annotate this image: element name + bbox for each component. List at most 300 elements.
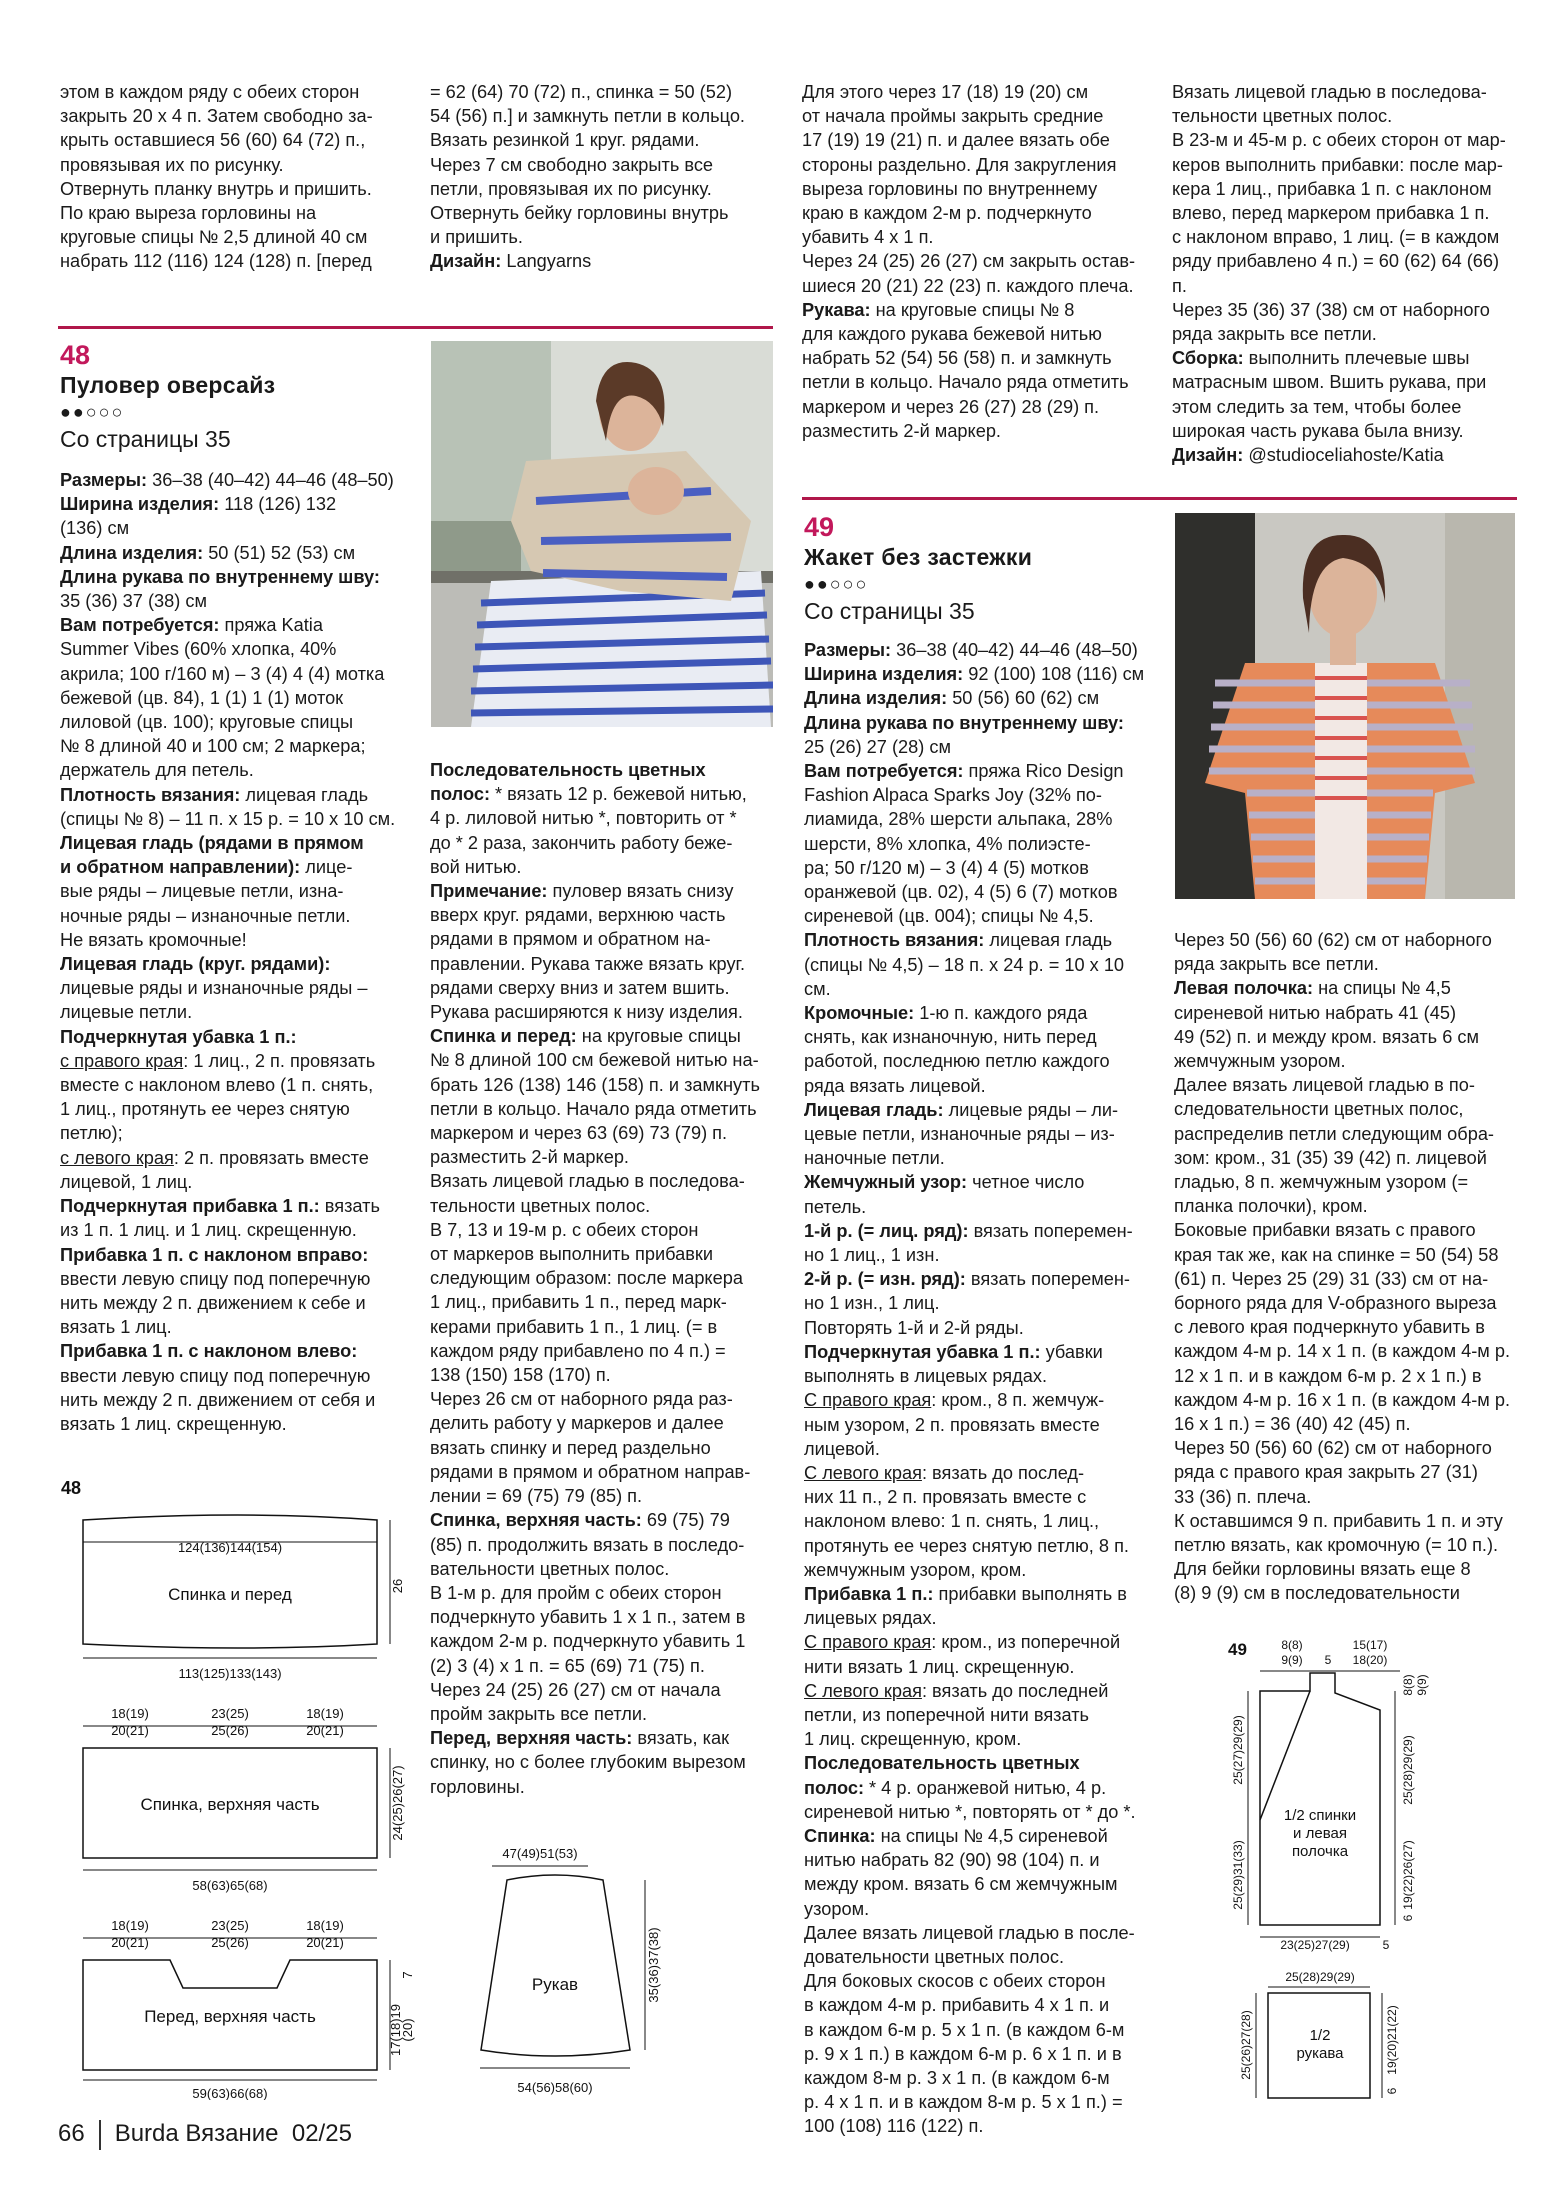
- text-line: акрила; 100 г/160 м) – 3 (4) 4 (4) мотка: [60, 663, 385, 684]
- text-line: С левого края: вязать до послед-: [804, 1462, 1085, 1483]
- text-line: вой нитью.: [430, 856, 522, 877]
- text-line: с наклоном вправо, 1 лиц. (= в каждом: [1172, 227, 1500, 248]
- schema-49: [1220, 1635, 1460, 2105]
- text-line: Лицевая гладь (рядами в прямом: [60, 833, 364, 854]
- text-line: 138 (150) 158 (170) п.: [430, 1365, 611, 1386]
- text-line: керами прибавить 1 п., 1 лиц. (= в: [430, 1316, 718, 1337]
- schema-49-top-mid: 5: [1324, 1653, 1332, 1667]
- text-line: шиеся 20 (21) 22 (23) п. каждого плеча.: [802, 275, 1134, 296]
- text-line: петлю);: [60, 1123, 123, 1144]
- pattern-49-number: 49: [804, 512, 835, 542]
- text-line: Через 50 (56) 60 (62) см от наборного: [1174, 930, 1492, 950]
- text-line: вательности цветных полос.: [430, 1558, 670, 1579]
- text-line: Повторять 1-й и 2-й ряды.: [804, 1317, 1024, 1338]
- schema-48-back-1a: 18(19): [111, 1706, 149, 1721]
- pattern-48-instructions-col2: [430, 758, 775, 1799]
- text-line: (136) см: [60, 518, 130, 539]
- pattern-48-header: [60, 340, 400, 454]
- text-line: лиловой (цв. 100); круговые спицы: [60, 712, 354, 733]
- text-line: лиамида, 28% шерсти альпака, 28%: [804, 809, 1113, 830]
- text-line: вместе с наклоном влево (1 п. снять,: [60, 1075, 374, 1096]
- pattern-48-number: 48: [60, 340, 91, 370]
- schema-49-bottom: 23(25)27(29): [1280, 1938, 1350, 1952]
- text-line: Ширина изделия: 92 (100) 108 (116) см: [804, 664, 1145, 685]
- text-line: шерсти, 8% хлопка, 4% полиэсте-: [804, 833, 1091, 854]
- text-line: Через 7 см свободно закрыть все: [430, 154, 714, 175]
- col1-top-text: [60, 80, 395, 274]
- schema-49-body-c: полочка: [1291, 1843, 1349, 1860]
- text-line: Отвернуть бейку горловины внутрь: [430, 203, 729, 224]
- text-line: держатель для петель.: [60, 760, 254, 781]
- sleeves-label: Рукава:: [802, 299, 871, 320]
- text-line: каждом 4-м р. 16 х 1 п. (в каждом 4-м р.: [1174, 1389, 1511, 1410]
- text-line: Через 24 (25) 26 (27) см закрыть остав-: [802, 251, 1136, 272]
- schema-49-top-left-a: 8(8): [1281, 1638, 1303, 1652]
- text-line: круговые спицы № 2,5 длиной 40 см: [60, 227, 368, 248]
- schema-48-back-2b: 25(26): [211, 1723, 249, 1738]
- text-line: петли, из поперечной нити вязать: [804, 1704, 1090, 1725]
- pattern-49-instructions: [804, 638, 1149, 2139]
- pattern-49-header: [804, 512, 1144, 626]
- schema-49-side-right-low: 19(22)26(27): [1401, 1840, 1415, 1910]
- col4-top-text: Вязать лицевой гладью в последова- тельности цветных полос. В 23-м и 45-м р. с обеих сторон от мар- керов выполнить прибавки: после мар- кера 1 лиц., прибавка 1 п. с наклоном влево, перед маркером прибавка 1 п. с наклоном вправо, 1 лиц. (= в каждом ряду прибавлено 4 п.) = 60 (62) 64 (66) п. Через 35 (36) 37 (38) см от наборного ряда закрыть все петли. Сборка: выполнить плечевые швы матрасным швом. Вшить рукава, при этом следить за тем, чтобы более широкая часть рукава была внизу. Дизайн: @studioceliahoste/Katia: [1172, 80, 1517, 467]
- text-line: провязывая их по рисунку.: [60, 154, 284, 175]
- text-line: Вам потребуется: пряжа Rico Design: [804, 761, 1124, 782]
- schema-48-front-2b: 25(26): [211, 1935, 249, 1950]
- text-line: Спинка, верхняя часть: 69 (75) 79: [430, 1510, 730, 1531]
- schema-49-sleeve-right-b: 6: [1385, 2087, 1399, 2095]
- difficulty-dots-49: ●●○○○: [804, 574, 869, 594]
- schema-48-front-2a: 23(25): [211, 1918, 249, 1933]
- text-line: от маркеров выполнить прибавки: [430, 1244, 714, 1265]
- text-line: вверх круг. рядами, верхнюю часть: [430, 905, 726, 926]
- text-line: брать 126 (138) 146 (158) п. и замкнуть: [430, 1074, 760, 1095]
- page-number: 66: [58, 2120, 85, 2147]
- text-line: снять, как изнаночную, нить перед: [804, 1027, 1097, 1048]
- design-label-2: Дизайн:: [1172, 445, 1244, 466]
- text-line: бежевой (цв. 84), 1 (1) 1 (1) моток: [60, 687, 344, 708]
- text-line: (2) 3 (4) х 1 п. = 65 (69) 71 (75) п.: [430, 1655, 705, 1676]
- footer-separator: [99, 2120, 101, 2150]
- text-line: В 23-м и 45-м р. с обеих сторон от мар-: [1172, 130, 1506, 151]
- text-line: Для этого через 17 (18) 19 (20) см: [802, 82, 1089, 102]
- text-line: ным узором, 2 п. провязать вместе: [804, 1414, 1100, 1435]
- text-line: лицевые ряды и изнаночные ряды –: [60, 978, 368, 999]
- text-line: № 8 длиной 100 см бежевой нитью на-: [430, 1050, 759, 1071]
- text-line: лицевой, 1 лиц.: [60, 1171, 193, 1192]
- text-line: Вязать резинкой 1 круг. рядами.: [430, 130, 700, 151]
- divider-48: [58, 326, 773, 329]
- text-line: полос: * 4 р. оранжевой нитью, 4 р.: [804, 1777, 1107, 1798]
- text-line: вязать 1 лиц.: [60, 1317, 172, 1338]
- schema-48-back-bottom: 58(63)65(68): [192, 1878, 268, 1893]
- text-line: рядами в прямом и обратном направ-: [430, 1461, 751, 1482]
- text-line: до * 2 раза, закончить работу беже-: [430, 832, 733, 853]
- text-line: Рукава расширяются к низу изделия.: [430, 1002, 743, 1023]
- text-line: ряда закрыть все петли.: [1172, 324, 1377, 345]
- text-line: петли в кольцо. Начало ряда отметить: [430, 1098, 757, 1119]
- text-line: каждом ряду прибавлено по 4 п.) =: [430, 1340, 726, 1361]
- text-line: Прибавка 1 п.: прибавки выполнять в: [804, 1583, 1127, 1604]
- text-line: 2-й р. (= изн. ряд): вязать поперемен-: [804, 1269, 1130, 1290]
- text-line: Плотность вязания: лицевая гладь: [60, 784, 369, 805]
- text-line: влево, перед маркером прибавка 1 п.: [1172, 203, 1490, 224]
- schema-48-sleeve: [470, 1840, 670, 2100]
- text-line: кера 1 лиц., прибавка 1 п. с наклоном: [1172, 178, 1492, 199]
- text-line: Не вязать кромочные!: [60, 929, 247, 950]
- text-line: Примечание: пуловер вязать снизу: [430, 881, 734, 902]
- text-line: (спицы № 4,5) – 18 п. х 24 р. = 10 х 10 см.: [804, 954, 1125, 999]
- text-line: Ширина изделия: 118 (126) 132: [60, 494, 337, 515]
- text-line: выреза горловины по внутреннему: [802, 178, 1098, 199]
- text-line: в каждом 4-м р. прибавить 4 х 1 п. и: [804, 1995, 1110, 2016]
- text-line: ряда с правого края закрыть 27 (31): [1174, 1462, 1478, 1483]
- text-line: набрать 112 (116) 124 (128) п. [перед: [60, 251, 372, 272]
- text-line: 17 (19) 19 (21) п. и далее вязать обе: [802, 130, 1110, 151]
- text-line: крыть оставшиеся 56 (60) 64 (72) п.,: [60, 130, 366, 151]
- pattern-49-instructions-col4: [1174, 928, 1519, 1606]
- text-line: довательности цветных полос.: [804, 1946, 1065, 1967]
- text-line: 54 (56) п.] и замкнуть петли в кольцо.: [430, 106, 745, 127]
- text-line: р. 9 х 1 п.) в каждом 6-м р. 6 х 1 п. и в: [804, 2043, 1122, 2064]
- schema-48-front-name: Перед, верхняя часть: [144, 2007, 316, 2026]
- text-line: (8) 9 (9) см в последовательности: [1174, 1583, 1460, 1604]
- text-line: Подчеркнутая прибавка 1 п.: вязать: [60, 1196, 380, 1217]
- text-line: убавить 4 х 1 п.: [802, 227, 934, 248]
- text-line: разместить 2-й маркер.: [430, 1147, 629, 1168]
- schema-49-top-left-b: 9(9): [1281, 1653, 1303, 1667]
- text-line: Подчеркнутая убавка 1 п.: убавки: [804, 1341, 1103, 1362]
- text-line: и обратном направлении): лице-: [60, 857, 353, 878]
- text-line: Для бейки горловины вязать еще 8: [1174, 1559, 1471, 1580]
- schema-49-top-right-a: 15(17): [1352, 1638, 1388, 1652]
- text-line: В 1-м р. для пройм с обеих сторон: [430, 1582, 722, 1603]
- text-line: 1 лиц. скрещенную, кром.: [804, 1729, 1022, 1750]
- text-line: 1 лиц., протянуть ее через снятую: [60, 1099, 350, 1120]
- text-line: Через 50 (56) 60 (62) см от наборного: [1174, 1438, 1492, 1459]
- text-line: Жемчужный узор: четное число: [804, 1172, 1085, 1193]
- text-line: закрыть 20 х 4 п. Затем свободно за-: [60, 106, 373, 127]
- schema-48-front-1b: 20(21): [111, 1935, 149, 1950]
- text-line: лении = 69 (75) 79 (85) п.: [430, 1486, 643, 1507]
- difficulty-dots: ●●○○○: [60, 402, 125, 422]
- text-line: По краю выреза горловины на: [60, 203, 317, 224]
- schema-48-sleeve-top: 47(49)51(53): [502, 1846, 578, 1861]
- text-line: тельности цветных полос.: [430, 1195, 651, 1216]
- schema-49-sleeve-top: 25(28)29(29): [1285, 1970, 1355, 1984]
- text-line: каждом 2-м р. подчеркнуто убавить 1: [430, 1631, 746, 1652]
- text-line: матрасным швом. Вшить рукава, при: [1172, 372, 1487, 393]
- text-line: Через 24 (25) 26 (27) см от начала: [430, 1679, 721, 1700]
- text-line: жемчужным узором.: [1174, 1051, 1346, 1072]
- schema-49-top-right-b: 18(20): [1352, 1653, 1388, 1667]
- text-line: и пришить.: [430, 227, 523, 248]
- schema-48-front-bottom: 59(63)66(68): [192, 2086, 268, 2100]
- schema-48-body-name: Спинка и перед: [168, 1585, 292, 1604]
- text-line: сиреневой нитью набрать 41 (45): [1174, 1002, 1457, 1023]
- page-footer: [58, 2119, 352, 2150]
- text-line: Размеры: 36–38 (40–42) 44–46 (48–50): [60, 470, 394, 490]
- text-line: нити вязать 1 лиц. скрещенную.: [804, 1656, 1075, 1677]
- design-label: Дизайн:: [430, 251, 502, 272]
- assembly-label: Сборка:: [1172, 348, 1244, 369]
- schema-48-sleeve-height: 35(36)37(38): [646, 1927, 661, 2003]
- text-line: Длина рукава по внутреннему шву:: [60, 566, 380, 587]
- schema-48-back-name: Спинка, верхняя часть: [140, 1795, 320, 1814]
- text-line: 1-й р. (= лиц. ряд): вязать поперемен-: [804, 1220, 1133, 1241]
- schema-48-back-3b: 20(21): [306, 1723, 344, 1738]
- text-line: петли в кольцо. Начало ряда отметить: [802, 372, 1129, 393]
- text-line: распределив петли следующим обра-: [1174, 1123, 1494, 1144]
- text-line: между кром. вязать 6 см жемчужным: [804, 1874, 1118, 1895]
- from-page-49: Со страницы 35: [804, 598, 975, 624]
- schema-48-label: 48: [61, 1478, 82, 1498]
- schema-48-back-3a: 18(19): [306, 1706, 344, 1721]
- text-line: Вязать лицевой гладью в последова-: [1172, 82, 1487, 102]
- schema-48-body-bottom: 113(125)133(143): [178, 1666, 282, 1681]
- issue-number: 02/25: [291, 2120, 352, 2147]
- schema-48-front-1a: 18(19): [111, 1918, 149, 1933]
- text-line: Боковые прибавки вязать с правого: [1174, 1220, 1476, 1241]
- text-line: сиреневой нитью *, повторять от * до *.: [804, 1801, 1136, 1822]
- text-line: лицевых рядах.: [804, 1608, 937, 1629]
- text-line: нитью набрать 82 (90) 98 (104) п. и: [804, 1850, 1100, 1871]
- col3-top-text: Для этого через 17 (18) 19 (20) см от начала проймы закрыть средние 17 (19) 19 (21) п. и далее вязать обе стороны раздельно. Для закругления выреза горловины по внутреннему краю в каждом 2-м р. подчеркнуто убавить 4 х 1 п. Через 24 (25) 26 (27) см закрыть остав- шиеся 20 (21) 22 (23) п. каждого плеча. Рукава: на круговые спицы № 8 для каждого рукава бежевой нитью набрать 52 (54) 56 (58) п. и замкнуть петли в кольцо. Начало ряда отметить маркером и через 26 (27) 28 (29) п. разместить 2-й маркер.: [802, 80, 1147, 443]
- text-line: = 62 (64) 70 (72) п., спинка = 50 (52): [430, 82, 733, 102]
- text-line: нить между 2 п. движением к себе и: [60, 1292, 366, 1313]
- text-line: цевые петли, изнаночные ряды – из-: [804, 1124, 1115, 1145]
- text-line: от начала проймы закрыть средние: [802, 106, 1104, 127]
- design-value: Langyarns: [501, 251, 592, 272]
- text-line: этом следить за тем, чтобы более: [1172, 396, 1462, 417]
- text-line: Далее вязать лицевой гладью в после-: [804, 1922, 1135, 1943]
- text-line: 49 (52) п. и между кром. вязать 6 см: [1174, 1026, 1479, 1047]
- pattern-48-title: Пуловер оверсайз: [60, 372, 276, 398]
- text-line: из 1 п. 1 лиц. и 1 лиц. скрещенную.: [60, 1220, 357, 1241]
- text-line: Длина изделия: 50 (51) 52 (53) см: [60, 542, 356, 563]
- schema-48-sleeve-bottom: 54(56)58(60): [517, 2080, 593, 2095]
- text-line: Длина рукава по внутреннему шву:: [804, 712, 1124, 733]
- text-line: 12 х 1 п. и в каждом 6-м р. 2 х 1 п.) в: [1174, 1365, 1482, 1386]
- text-line: 16 х 1 п.) = 36 (40) 42 (45) п.: [1174, 1414, 1411, 1435]
- text-line: Прибавка 1 п. с наклоном влево:: [60, 1341, 358, 1362]
- text-line: спинку, но с более глубоким вырезом: [430, 1752, 746, 1773]
- text-line: в каждом 6-м р. 5 х 1 п. (в каждом 6-м: [804, 2019, 1125, 2040]
- text-line: петлю вязать, как кромочную (= 10 п.).: [1174, 1535, 1499, 1556]
- text-line: Лицевая гладь (круг. рядами):: [60, 954, 331, 975]
- text-line: 33 (36) п. плеча.: [1174, 1486, 1312, 1507]
- text-line: С левого края: вязать до последней: [804, 1680, 1109, 1701]
- schema-48-front-height-a: 17(18)19: [388, 2003, 403, 2057]
- text-line: сиреневой (цв. 004); спицы № 4,5.: [804, 906, 1094, 927]
- text-line: пройм закрыть все петли.: [430, 1703, 648, 1724]
- photo-model-48: [431, 341, 773, 727]
- text-line: Последовательность цветных: [804, 1753, 1080, 1774]
- text-line: В 7, 13 и 19-м р. с обеих сторон: [430, 1219, 699, 1240]
- schema-49-side-left-low: 25(29)31(33): [1231, 1840, 1245, 1910]
- text-line: планка полочки), кром.: [1174, 1196, 1368, 1217]
- from-page: Со страницы 35: [60, 426, 231, 452]
- text-line: протянуть ее через снятую петлю, 8 п.: [804, 1535, 1129, 1556]
- text-line: с левого края подчеркнуто убавить в: [1174, 1317, 1485, 1338]
- text-line: Левая полочка: на спицы № 4,5: [1174, 978, 1451, 999]
- schema-48-front-3a: 18(19): [306, 1918, 344, 1933]
- text-line: этом в каждом ряду с обеих сторон: [60, 82, 360, 102]
- text-line: ряда закрыть все петли.: [1174, 954, 1379, 975]
- text-line: лицевой.: [804, 1438, 880, 1459]
- text-line: 1 лиц., прибавить 1 п., перед марк-: [430, 1292, 727, 1313]
- text-line: рядами в прямом и обратном на-: [430, 929, 711, 950]
- schema-49-side-right-top: 8(8): [1401, 1674, 1415, 1696]
- schema-48-body-height: 26: [390, 1578, 405, 1594]
- text-line: Через 26 см от наборного ряда раз-: [430, 1389, 733, 1410]
- text-line: наклоном влево: 1 п. снять, 1 лиц.,: [804, 1511, 1100, 1532]
- schema-49-bottom-right: 5: [1382, 1938, 1390, 1952]
- text-line: для каждого рукава бежевой нитью: [802, 324, 1102, 345]
- text-line: ночные ряды – изнаночные петли.: [60, 905, 351, 926]
- text-line: края так же, как на спинке = 50 (54) 58: [1174, 1244, 1499, 1265]
- text-line: оранжевой (цв. 02), 4 (5) 6 (7) мотков: [804, 882, 1118, 903]
- text-line: С правого края: кром., 8 п. жемчуж-: [804, 1390, 1105, 1411]
- text-line: следующим образом: после маркера: [430, 1268, 743, 1289]
- text-line: Для боковых скосов с обеих сторон: [804, 1971, 1106, 1992]
- text-line: (61) п. Через 25 (29) 31 (33) см от на-: [1174, 1268, 1489, 1289]
- text-line: 35 (36) 37 (38) см: [60, 591, 207, 612]
- text-line: Плотность вязания: лицевая гладь: [804, 930, 1113, 951]
- text-line: жемчужным узором, кром.: [804, 1559, 1027, 1580]
- text-line: Лицевая гладь: лицевые ряды – ли-: [804, 1099, 1119, 1120]
- text-line: Вам потребуется: пряжа Katia: [60, 615, 323, 636]
- text-line: № 8 длиной 40 и 100 см; 2 маркера;: [60, 736, 366, 757]
- text-line: Подчеркнутая убавка 1 п.:: [60, 1026, 297, 1047]
- schema-49-sleeve-right: 19(20)21(22): [1385, 2005, 1399, 2075]
- text-line: подчеркнуто убавить 1 х 1 п., затем в: [430, 1607, 746, 1628]
- schema-49-sleeve-a: 1/2: [1309, 2027, 1331, 2044]
- text-line: Спинка: на спицы № 4,5 сиреневой: [804, 1825, 1108, 1846]
- photo-model-49: [1175, 513, 1515, 899]
- schema-49-side-right-bottom: 6: [1401, 1914, 1415, 1922]
- text-line: Отвернуть планку внутрь и пришить.: [60, 178, 372, 199]
- col2-top-text: [430, 80, 770, 274]
- schema-48-front-3b: 20(21): [306, 1935, 344, 1950]
- text-line: узором.: [804, 1898, 870, 1919]
- text-line: (85) п. продолжить вязать в последо-: [430, 1534, 745, 1555]
- schema-48-front-neck: 7: [400, 1971, 415, 1979]
- text-line: С правого края: кром., из поперечной: [804, 1632, 1121, 1653]
- divider-49: [802, 497, 1517, 500]
- text-line: Кромочные: 1-ю п. каждого ряда: [804, 1003, 1088, 1024]
- text-line: Через 35 (36) 37 (38) см от наборного: [1172, 299, 1490, 320]
- text-line: разместить 2-й маркер.: [802, 420, 1001, 441]
- schema-48-body-top: 124(136)144(154): [177, 1540, 283, 1555]
- text-line: гладью, 8 п. жемчужным узором (=: [1174, 1172, 1469, 1193]
- text-line: 4 р. лиловой нитью *, повторить от *: [430, 808, 737, 829]
- text-line: ввести левую спицу под поперечную: [60, 1365, 371, 1386]
- schema-49-body-a: 1/2 спинки: [1283, 1807, 1357, 1824]
- schema-49-label: 49: [1228, 1640, 1247, 1659]
- schema-49-sleeve-left: 25(26)27(28): [1239, 2010, 1253, 2080]
- text-line: с левого края: 2 п. провязать вместе: [60, 1147, 369, 1168]
- text-line: К оставшимся 9 п. прибавить 1 п. и эту: [1174, 1510, 1503, 1531]
- text-line: наночные петли.: [804, 1148, 945, 1169]
- text-line: каждом 8-м р. 3 х 1 п. (в каждом 6-м: [804, 2067, 1110, 2088]
- text-line: р. 4 х 1 п. и в каждом 8-м р. 5 х 1 п.) =: [804, 2092, 1123, 2113]
- text-line: вязать 1 лиц. скрещенную.: [60, 1413, 287, 1434]
- text-line: вязать спинку и перед раздельно: [430, 1437, 711, 1458]
- schema-49-side-right-top-b: 9(9): [1415, 1674, 1429, 1696]
- schema-48-front-height-b: (20): [400, 2018, 415, 2042]
- text-line: ввести левую спицу под поперечную: [60, 1268, 371, 1289]
- text-line: Размеры: 36–38 (40–42) 44–46 (48–50): [804, 640, 1138, 660]
- text-line: правлении. Рукава также вязать круг.: [430, 953, 746, 974]
- text-line: борного ряда для V-образного выреза: [1174, 1293, 1497, 1314]
- text-line: следовательности цветных полос,: [1174, 1099, 1464, 1120]
- text-line: Summer Vibes (60% хлопка, 40%: [60, 639, 337, 660]
- schema-48-back-2a: 23(25): [211, 1706, 249, 1721]
- schema-48-back-height: 24(25)26(27): [390, 1765, 405, 1841]
- text-line: них 11 п., 2 п. провязать вместе с: [804, 1487, 1087, 1508]
- text-line: Последовательность цветных: [430, 760, 706, 780]
- text-line: каждом 4-м р. 14 х 1 п. (в каждом 4-м р.: [1174, 1341, 1511, 1362]
- text-line: широкая часть рукава была внизу.: [1172, 420, 1464, 441]
- schema-48-back-1b: 20(21): [111, 1723, 149, 1738]
- schema-49-side-right: 25(28)29(29): [1401, 1735, 1415, 1805]
- text-line: Далее вязать лицевой гладью в по-: [1174, 1075, 1475, 1096]
- text-line: петель.: [804, 1196, 867, 1217]
- text-line: Прибавка 1 п. с наклоном вправо:: [60, 1244, 369, 1265]
- text-line: маркером и через 26 (27) 28 (29) п.: [802, 396, 1100, 417]
- text-line: рядами сверху вниз и затем вшить.: [430, 977, 730, 998]
- text-line: зом: кром., 31 (35) 39 (42) п. лицевой: [1174, 1147, 1487, 1168]
- pattern-49-title: Жакет без застежки: [804, 544, 1033, 570]
- schema-49-sleeve-b: рукава: [1296, 2045, 1344, 2062]
- text-line: полос: * вязать 12 р. бежевой нитью,: [430, 784, 747, 805]
- text-line: 100 (108) 116 (122) п.: [804, 2116, 984, 2137]
- text-line: но 1 лиц., 1 изн.: [804, 1245, 940, 1266]
- text-line: с правого края: 1 лиц., 2 п. провязать: [60, 1050, 376, 1071]
- schema-49-body-b: и левая: [1293, 1825, 1347, 1842]
- text-line: Перед, верхняя часть: вязать, как: [430, 1728, 730, 1749]
- text-line: нить между 2 п. движением от себя и: [60, 1389, 376, 1410]
- pattern-48-instructions: [60, 468, 405, 1436]
- text-line: Fashion Alpaca Sparks Joy (32% по-: [804, 785, 1102, 806]
- text-line: но 1 изн., 1 лиц.: [804, 1293, 940, 1314]
- magazine-name: Burda Вязание: [114, 2120, 279, 2147]
- schema-48-sleeve-name: Рукав: [531, 1975, 579, 1994]
- text-line: (спицы № 8) – 11 п. х 15 р. = 10 х 10 см.: [60, 808, 396, 829]
- text-line: вые ряды – лицевые петли, изна-: [60, 881, 344, 902]
- text-line: лицевые петли.: [60, 1002, 193, 1023]
- text-line: петли, провязывая их по рисунку.: [430, 178, 712, 199]
- text-line: Вязать лицевой гладью в последова-: [430, 1171, 745, 1192]
- text-line: краю в каждом 2-м р. подчеркнуто: [802, 203, 1092, 224]
- text-line: работой, последнюю петлю каждого: [804, 1051, 1110, 1072]
- text-line: ра; 50 г/120 м) – 3 (4) 4 (5) мотков: [804, 857, 1089, 878]
- design-value-2: @studioceliahoste/Katia: [1243, 445, 1444, 466]
- text-line: ряду прибавлено 4 п.) = 60 (62) 64 (66) п.: [1172, 251, 1500, 296]
- text-line: керов выполнить прибавки: после мар-: [1172, 154, 1503, 175]
- schema-48: [55, 1470, 415, 2100]
- schema-49-side-left: 25(27)29(29): [1231, 1715, 1245, 1785]
- text-line: делить работу у маркеров и далее: [430, 1413, 724, 1434]
- text-line: горловины.: [430, 1776, 525, 1797]
- text-line: 25 (26) 27 (28) см: [804, 736, 951, 757]
- text-line: Длина изделия: 50 (56) 60 (62) см: [804, 688, 1100, 709]
- text-line: маркером и через 63 (69) 73 (79) п.: [430, 1123, 728, 1144]
- text-line: стороны раздельно. Для закругления: [802, 154, 1117, 175]
- text-line: ряда вязать лицевой.: [804, 1075, 986, 1096]
- text-line: тельности цветных полос.: [1172, 106, 1393, 127]
